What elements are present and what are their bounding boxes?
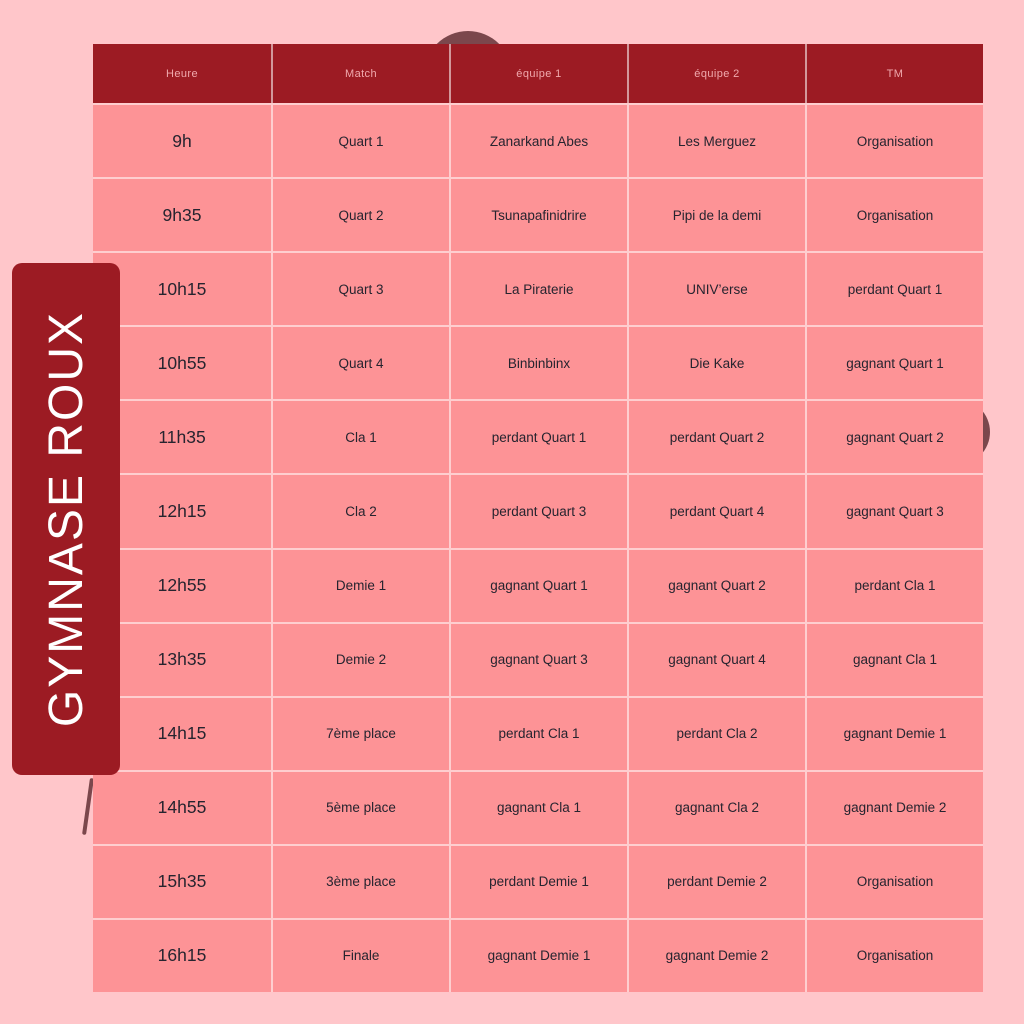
table-cell: 14h15	[93, 696, 271, 770]
table-cell: 15h35	[93, 844, 271, 918]
table-cell: gagnant Quart 1	[805, 325, 983, 399]
table-cell: perdant Cla 2	[627, 696, 805, 770]
table-cell: Cla 2	[271, 473, 449, 547]
table-cell: perdant Cla 1	[805, 548, 983, 622]
table-cell: Organisation	[805, 177, 983, 251]
table-cell: gagnant Cla 2	[627, 770, 805, 844]
schedule-table	[93, 44, 983, 992]
table-cell: Demie 1	[271, 548, 449, 622]
table-cell: 14h55	[93, 770, 271, 844]
gym-name-banner	[12, 263, 120, 775]
table-cell: 9h35	[93, 177, 271, 251]
table-cell: gagnant Quart 3	[805, 473, 983, 547]
column-header-heure: Heure	[93, 44, 271, 103]
table-cell: gagnant Quart 4	[627, 622, 805, 696]
table-cell: perdant Demie 2	[627, 844, 805, 918]
table-cell: Organisation	[805, 103, 983, 177]
table-cell: 7ème place	[271, 696, 449, 770]
table-cell: Organisation	[805, 918, 983, 992]
column-header-equipe2: équipe 2	[627, 44, 805, 103]
table-cell: Organisation	[805, 844, 983, 918]
table-cell: gagnant Demie 2	[805, 770, 983, 844]
table-cell: gagnant Demie 2	[627, 918, 805, 992]
table-cell: gagnant Demie 1	[449, 918, 627, 992]
column-header-match: Match	[271, 44, 449, 103]
table-cell: Binbinbinx	[449, 325, 627, 399]
table-cell: Finale	[271, 918, 449, 992]
table-cell: perdant Demie 1	[449, 844, 627, 918]
table-cell: 11h35	[93, 399, 271, 473]
table-cell: UNIV’erse	[627, 251, 805, 325]
table-cell: gagnant Quart 3	[449, 622, 627, 696]
table-cell: gagnant Cla 1	[449, 770, 627, 844]
table-cell: Les Merguez	[627, 103, 805, 177]
table-cell: Quart 4	[271, 325, 449, 399]
gym-name-title: GYMNASE ROUX	[39, 310, 93, 728]
table-cell: Cla 1	[271, 399, 449, 473]
table-cell: 3ème place	[271, 844, 449, 918]
column-header-equipe1: équipe 1	[449, 44, 627, 103]
table-cell: 9h	[93, 103, 271, 177]
table-cell: gagnant Quart 2	[805, 399, 983, 473]
table-cell: 10h15	[93, 251, 271, 325]
table-cell: 12h55	[93, 548, 271, 622]
table-cell: Quart 3	[271, 251, 449, 325]
table-cell: La Piraterie	[449, 251, 627, 325]
table-cell: gagnant Demie 1	[805, 696, 983, 770]
column-header-tm: TM	[805, 44, 983, 103]
table-cell: 16h15	[93, 918, 271, 992]
table-cell: Zanarkand Abes	[449, 103, 627, 177]
table-cell: Demie 2	[271, 622, 449, 696]
table-cell: 10h55	[93, 325, 271, 399]
table-cell: gagnant Quart 2	[627, 548, 805, 622]
table-cell: perdant Quart 1	[449, 399, 627, 473]
table-cell: perdant Quart 1	[805, 251, 983, 325]
table-cell: perdant Quart 3	[449, 473, 627, 547]
table-cell: Quart 2	[271, 177, 449, 251]
table-cell: Tsunapafinidrire	[449, 177, 627, 251]
table-cell: perdant Quart 4	[627, 473, 805, 547]
table-cell: 13h35	[93, 622, 271, 696]
table-cell: perdant Cla 1	[449, 696, 627, 770]
table-cell: perdant Quart 2	[627, 399, 805, 473]
table-cell: gagnant Cla 1	[805, 622, 983, 696]
table-cell: 12h15	[93, 473, 271, 547]
table-cell: Die Kake	[627, 325, 805, 399]
table-cell: gagnant Quart 1	[449, 548, 627, 622]
table-cell: 5ème place	[271, 770, 449, 844]
table-cell: Pipi de la demi	[627, 177, 805, 251]
table-cell: Quart 1	[271, 103, 449, 177]
